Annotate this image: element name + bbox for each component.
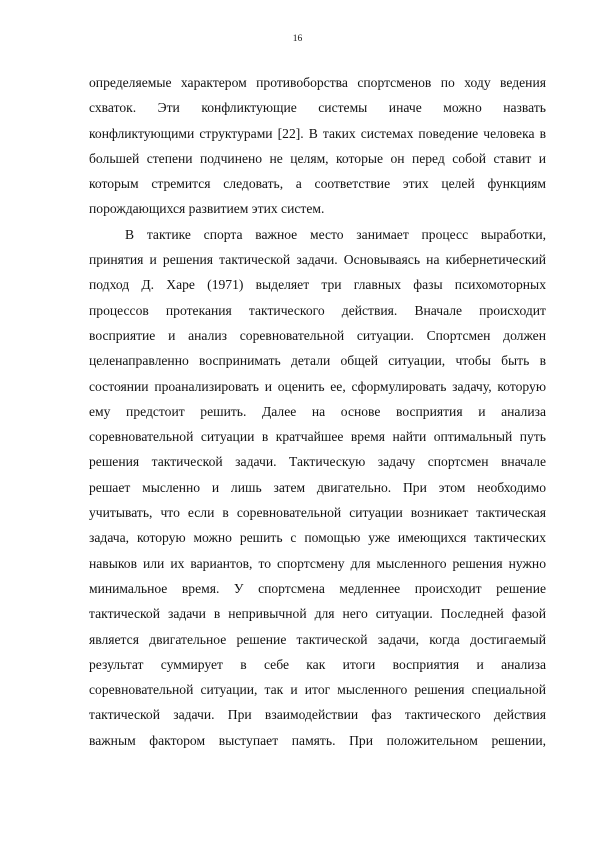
text-line: которым стремится следовать, а соответствие этих целей функциям	[89, 176, 546, 192]
text-line: процессов протекания тактического действия. Вначале происходит	[89, 302, 546, 318]
paragraph	[89, 70, 546, 222]
text-line: тактической задачи. При взаимодействии фаз тактического действия	[89, 707, 546, 723]
text-line: восприятие и анализ соревновательной ситуации. Спортсмен должен	[89, 327, 546, 343]
text-line: целенаправленно воспринимать детали общей ситуации, чтобы быть в	[89, 353, 546, 369]
text-line: схваток. Эти конфликтующие системы иначе можно назвать	[89, 100, 546, 116]
text-line: соревновательной ситуации, так и итог мысленного решения специальной	[89, 682, 546, 698]
text-line: решает мысленно и лишь затем двигательно. При этом необходимо	[89, 479, 546, 495]
text-line: минимальное время. У спортсмена медленнее происходит решение	[89, 580, 546, 596]
text-line: большей степени подчинено не целям, которые он перед собой ставит и	[89, 150, 546, 166]
text-line: определяемые характером противоборства спортсменов по ходу ведения	[89, 75, 546, 90]
text-line: является двигательное решение тактической задачи, когда достигаемый	[89, 631, 546, 647]
paragraph	[89, 222, 546, 753]
body-text	[89, 70, 546, 753]
text-line: принятия и решения тактической задачи. Основываясь на кибернетический	[89, 252, 546, 268]
text-line: конфликтующими структурами [22]. В таких системах поведение человека в	[89, 125, 546, 141]
text-line: соревновательной ситуации в кратчайшее время найти оптимальный путь	[89, 429, 546, 445]
text-line: тактической задачи в непривычной для него ситуации. Последней фазой	[89, 606, 546, 622]
page-number: 16	[292, 34, 303, 44]
text-line: важным фактором выступает память. При положительном решении,	[89, 732, 546, 748]
text-line: ему предстоит решить. Далее на основе восприятия и анализа	[89, 403, 546, 419]
text-line: порождающихся развитием этих систем.	[89, 201, 325, 217]
text-line: навыков или их вариантов, то спортсмену для мысленного решения нужно	[89, 555, 546, 571]
text-line: учитывать, что если в соревновательной ситуации возникает тактическая	[89, 505, 546, 521]
text-line: подход Д. Харе (1971) выделяет три главных фазы психомоторных	[89, 277, 546, 293]
text-line: решения тактической задачи. Тактическую задачу спортсмен вначале	[89, 454, 546, 470]
text-line: результат суммирует в себе как итоги восприятия и анализа	[89, 656, 546, 672]
text-line: состоянии проанализировать и оценить ее, сформулировать задачу, которую	[89, 378, 546, 394]
text-line: задача, которую можно решить с помощью уже имеющихся тактических	[89, 530, 546, 546]
text-line: В тактике спорта важное место занимает процесс выработки,	[125, 226, 546, 242]
